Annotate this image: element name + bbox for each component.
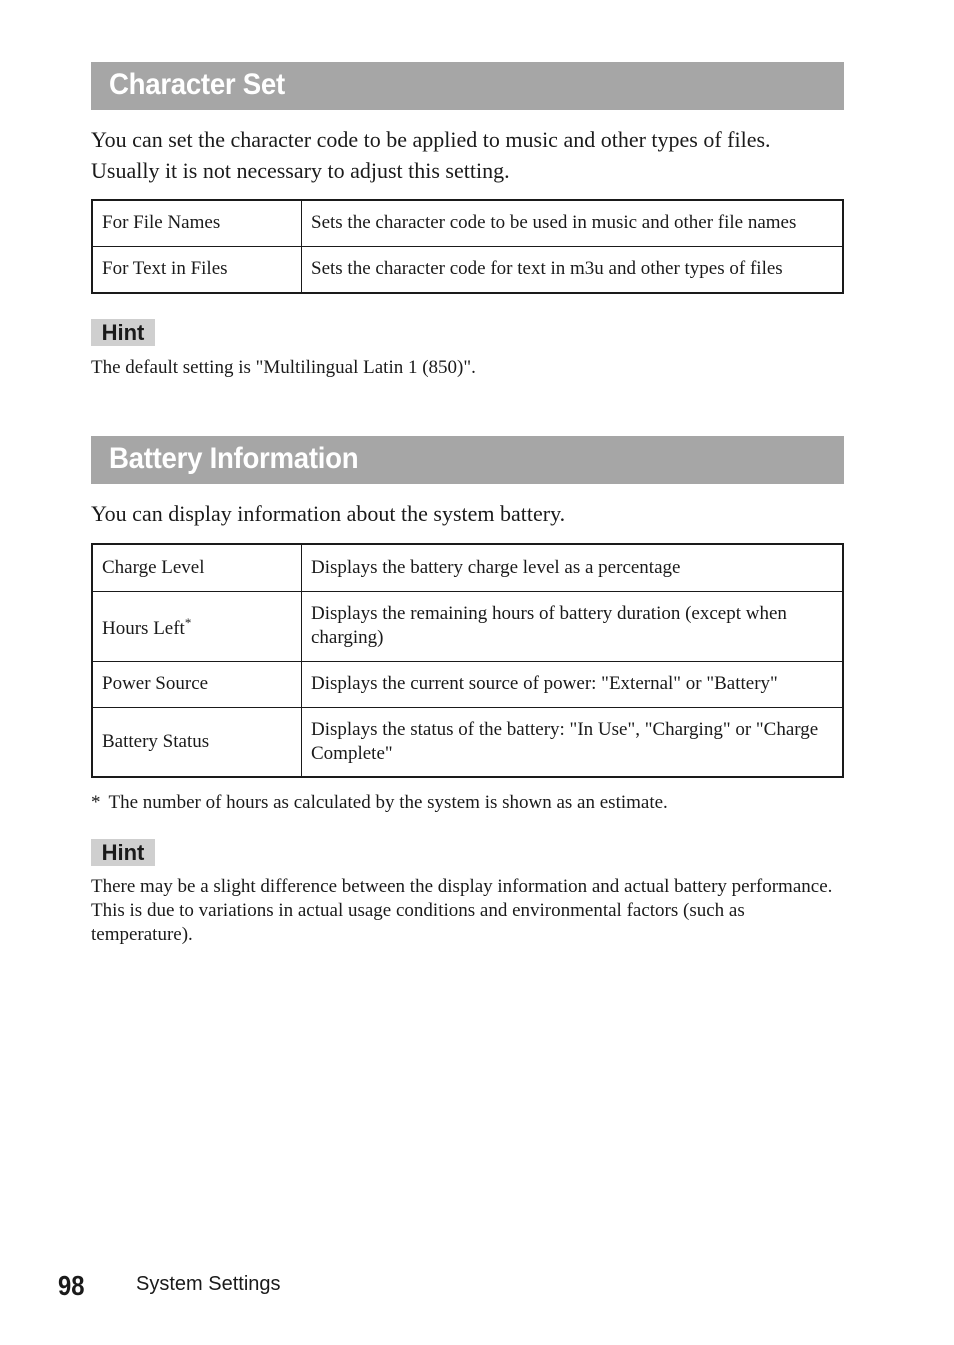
table-cell-value: Sets the character code for text in m3u and other types of files	[302, 246, 844, 293]
battery-information-heading: Battery Information	[109, 442, 359, 475]
character-set-hint-text: The default setting is "Multilingual Latin 1 (850)".	[91, 357, 476, 378]
table-row	[92, 246, 843, 293]
table-row	[92, 707, 843, 777]
battery-information-hint-text: There may be a slight difference between the display information and actual battery performance. This is due to variations in actual usage conditions and environmental factors (such as temperature).	[91, 876, 833, 945]
table-row	[92, 200, 843, 246]
battery-information-header-bar	[91, 436, 844, 484]
table-row	[92, 591, 843, 661]
character-set-header-bar	[91, 62, 844, 110]
table-cell-key-text: Hours Left	[102, 618, 185, 639]
character-set-table	[91, 199, 844, 294]
table-cell-value: Sets the character code to be used in music and other file names	[302, 200, 844, 246]
footnote-mark: *	[91, 792, 101, 813]
table-cell-key: For Text in Files	[92, 246, 302, 293]
character-set-intro	[91, 124, 851, 186]
table-cell-key: Power Source	[92, 661, 302, 707]
table-cell-key: For File Names	[92, 200, 302, 246]
battery-information-intro: You can display information about the system battery.	[91, 501, 566, 526]
table-cell-key: Charge Level	[92, 544, 302, 591]
character-set-intro-line1: You can set the character code to be applied to music and other types of files.	[91, 127, 771, 152]
battery-information-table	[91, 543, 844, 778]
table-cell-value: Displays the status of the battery: "In Use", "Charging" or "Charge Complete"	[302, 707, 844, 777]
footer-section-title: System Settings	[136, 1273, 281, 1295]
table-cell-key: Battery Status	[92, 707, 302, 777]
character-set-heading: Character Set	[109, 68, 285, 101]
table-cell-key	[92, 591, 302, 661]
page-number: 98	[58, 1270, 85, 1301]
table-cell-value: Displays the current source of power: "External" or "Battery"	[302, 661, 844, 707]
table-cell-value: Displays the battery charge level as a percentage	[302, 544, 844, 591]
hint-badge: Hint	[91, 839, 155, 866]
footnote-text: The number of hours as calculated by the system is shown as an estimate.	[108, 792, 668, 813]
table-row	[92, 544, 843, 591]
footnote-marker: *	[184, 615, 192, 630]
footnote	[91, 791, 668, 815]
hint-badge: Hint	[91, 319, 155, 346]
table-cell-value: Displays the remaining hours of battery duration (except when charging)	[302, 591, 844, 661]
character-set-intro-line2: Usually it is not necessary to adjust this setting.	[91, 158, 510, 183]
table-row	[92, 661, 843, 707]
